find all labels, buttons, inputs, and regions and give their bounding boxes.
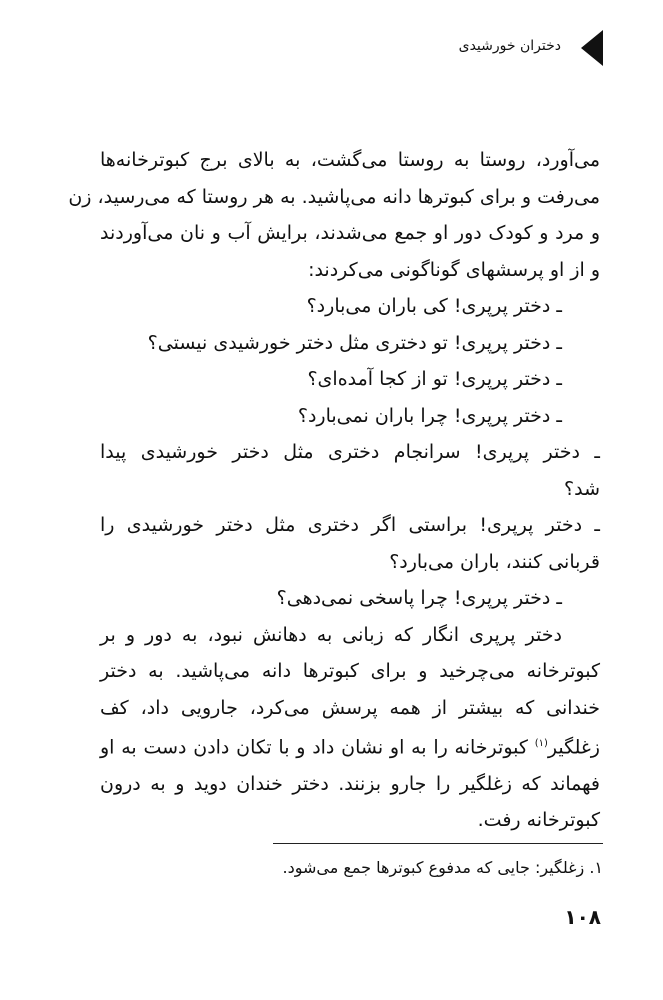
body-text: [68, 142, 600, 839]
triangle-marker-icon: [581, 30, 603, 66]
text-line: فهماند که زغلگیر را جارو بزنند. دختر خندان دوید و به درون: [100, 772, 600, 795]
footnote-marker[interactable]: (۱): [534, 738, 548, 749]
footnote-divider: [273, 843, 603, 844]
term: زغلگیر: [547, 736, 600, 759]
text-line: [100, 726, 600, 766]
text-fragment: کبوترخانه را به او نشان داد و با تکان دادن دست به او: [100, 736, 535, 759]
dialogue-line: ـ دختر پرپری! کی باران می‌بارد؟: [306, 295, 562, 317]
text-line: می‌آورد، روستا به روستا می‌گشت، به بالای برج کبوترخانه‌ها: [100, 149, 600, 171]
text-line: می‌رفت و برای کبوترها دانه می‌پاشید. به هر روستا که می‌رسید، زن: [68, 185, 600, 208]
text-line: و مرد و کودک دور او جمع می‌شدند، برایش آب و نان می‌آوردند: [100, 222, 600, 244]
text-line: کبوترخانه می‌چرخید و برای کبوترها دانه می‌پاشید. به دختر: [100, 660, 600, 682]
page-header: [43, 30, 603, 70]
dialogue-list: [100, 288, 600, 434]
dialogue-list: [100, 580, 600, 617]
text-line: دختر پرپری انگار که زبانی به دهانش نبود، به دور و بر: [100, 623, 562, 646]
dialogue-line: ـ دختر پرپری! چرا پاسخی نمی‌دهی؟: [276, 587, 562, 609]
dialogue-paragraph: [100, 434, 600, 507]
text-line: خندانی که بیشتر از همه پرسش می‌کرد، جارویی داد، کف: [100, 696, 600, 719]
text-line: شد؟: [564, 477, 600, 500]
running-head: دختران خورشیدی: [458, 38, 561, 54]
dialogue-line: ـ دختر پرپری! چرا باران نمی‌بارد؟: [297, 404, 562, 427]
text-line: قربانی کنند، باران می‌بارد؟: [389, 550, 600, 573]
dialogue-paragraph: [100, 507, 600, 580]
dialogue-line: ـ دختر پرپری! تو دختری مثل دختر خورشیدی نیستی؟: [147, 331, 562, 354]
paragraph: [68, 142, 600, 288]
paragraph: [100, 617, 600, 839]
dialogue-line: ـ دختر پرپری! تو از کجا آمده‌ای؟: [307, 368, 562, 390]
text-line: ـ دختر پرپری! براستی اگر دختری مثل دختر خورشیدی را: [100, 514, 600, 536]
text-line: ـ دختر پرپری! سرانجام دختری مثل دختر خورشیدی پیدا: [100, 441, 600, 463]
footnote: ۱. زغلگیر: جایی که مدفوع کبوترها جمع می‌شود.: [282, 858, 603, 877]
page-number: ۱۰۸: [564, 905, 601, 929]
text-line: کبوترخانه رفت.: [477, 809, 600, 832]
text-line: و از او پرسشهای گوناگونی می‌کردند:: [308, 258, 600, 281]
